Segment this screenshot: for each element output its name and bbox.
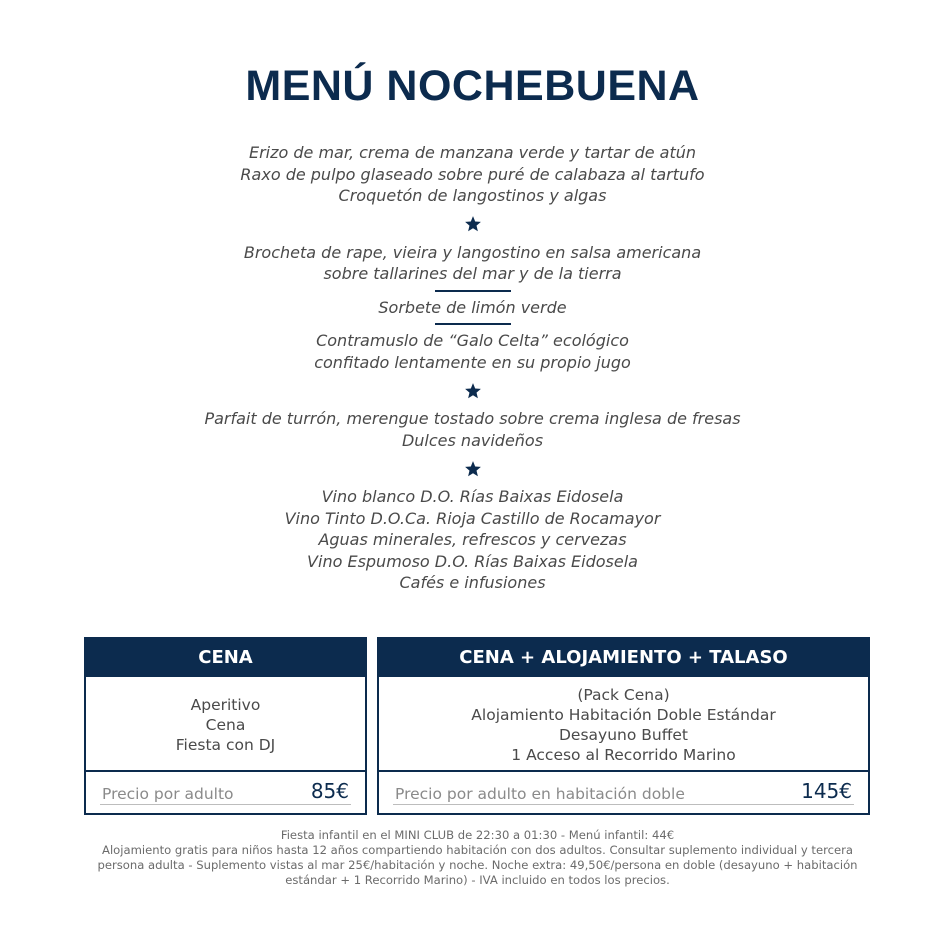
price-amount: 145€ <box>801 779 852 803</box>
offer-title: CENA + ALOJAMIENTO + TALASO <box>379 639 868 677</box>
menu-item: Vino blanco D.O. Rías Baixas Eidosela <box>321 487 624 506</box>
star-icon <box>0 373 945 408</box>
offer-item: Cena <box>205 715 246 734</box>
offer-item: Aperitivo <box>190 695 261 714</box>
menu-item: sobre tallarines del mar y de la tierra <box>323 264 622 283</box>
offer-item: Desayuno Buffet <box>558 725 689 744</box>
menu-item: confitado lentamente en su propio jugo <box>314 352 631 372</box>
footer-notes <box>90 828 865 888</box>
offer-items <box>86 679 365 772</box>
menu-item: Erizo de mar, crema de manzana verde y tartar de atún <box>248 143 697 162</box>
course-drinks <box>0 486 945 594</box>
menu-item: Croquetón de langostinos y algas <box>338 186 607 205</box>
menu-item: Parfait de turrón, merengue tostado sobre crema inglesa de fresas <box>204 409 741 428</box>
page-title: MENÚ NOCHEBUENA <box>245 62 700 110</box>
menu-item: Sorbete de limón verde <box>378 297 567 317</box>
star-icon <box>0 451 945 486</box>
menu-item: Raxo de pulpo glaseado sobre puré de calabaza al tartufo <box>240 164 705 184</box>
offer-cena-alojamiento-talaso <box>377 637 870 815</box>
star-icon <box>0 207 945 242</box>
offer-item: (Pack Cena) <box>577 685 670 704</box>
menu-list <box>0 142 945 594</box>
course-dessert <box>0 408 945 451</box>
menu-item: Brocheta de rape, vieira y langostino en salsa americana <box>243 242 702 262</box>
menu-item: Vino Espumoso D.O. Rías Baixas Eidosela <box>307 551 638 571</box>
footer-line: Fiesta infantil en el MINI CLUB de 22:30 a 01:30 - Menú infantil: 44€ <box>280 828 675 842</box>
offer-cena <box>84 637 367 815</box>
course-fish <box>0 242 945 285</box>
price-label: Precio por adulto <box>102 785 234 803</box>
menu-item: Vino Tinto D.O.Ca. Rioja Castillo de Rocamayor <box>284 508 661 528</box>
offer-item: Fiesta con DJ <box>175 735 276 754</box>
offer-item: Alojamiento Habitación Doble Estándar <box>471 705 776 724</box>
course-sorbet <box>0 297 945 319</box>
price-row <box>100 780 351 805</box>
price-label: Precio por adulto en habitación doble <box>395 785 685 803</box>
offer-title: CENA <box>86 639 365 677</box>
menu-item: Cafés e infusiones <box>399 573 546 592</box>
footer-line: Alojamiento gratis para niños hasta 12 años compartiendo habitación con dos adultos. Consultar suplemento individual y tercera persona adulta - Suplemento vistas al mar 25€/habitación y noche. Noche extra: 49,50€/persona en doble (desayuno + habitación estándar + 1 Recorrido Marino) - IVA incluido en todos los precios. <box>97 843 858 887</box>
menu-item: Contramuslo de “Galo Celta” ecológico <box>316 331 629 350</box>
price-amount: 85€ <box>310 779 349 803</box>
course-main <box>0 330 945 373</box>
offer-items <box>379 679 868 772</box>
divider <box>435 290 511 292</box>
offer-item: 1 Acceso al Recorrido Marino <box>511 745 736 764</box>
course-starters <box>0 142 945 207</box>
price-row <box>393 780 854 805</box>
menu-item: Dulces navideños <box>401 430 544 450</box>
divider <box>435 323 511 325</box>
menu-item: Aguas minerales, refrescos y cervezas <box>318 530 627 549</box>
